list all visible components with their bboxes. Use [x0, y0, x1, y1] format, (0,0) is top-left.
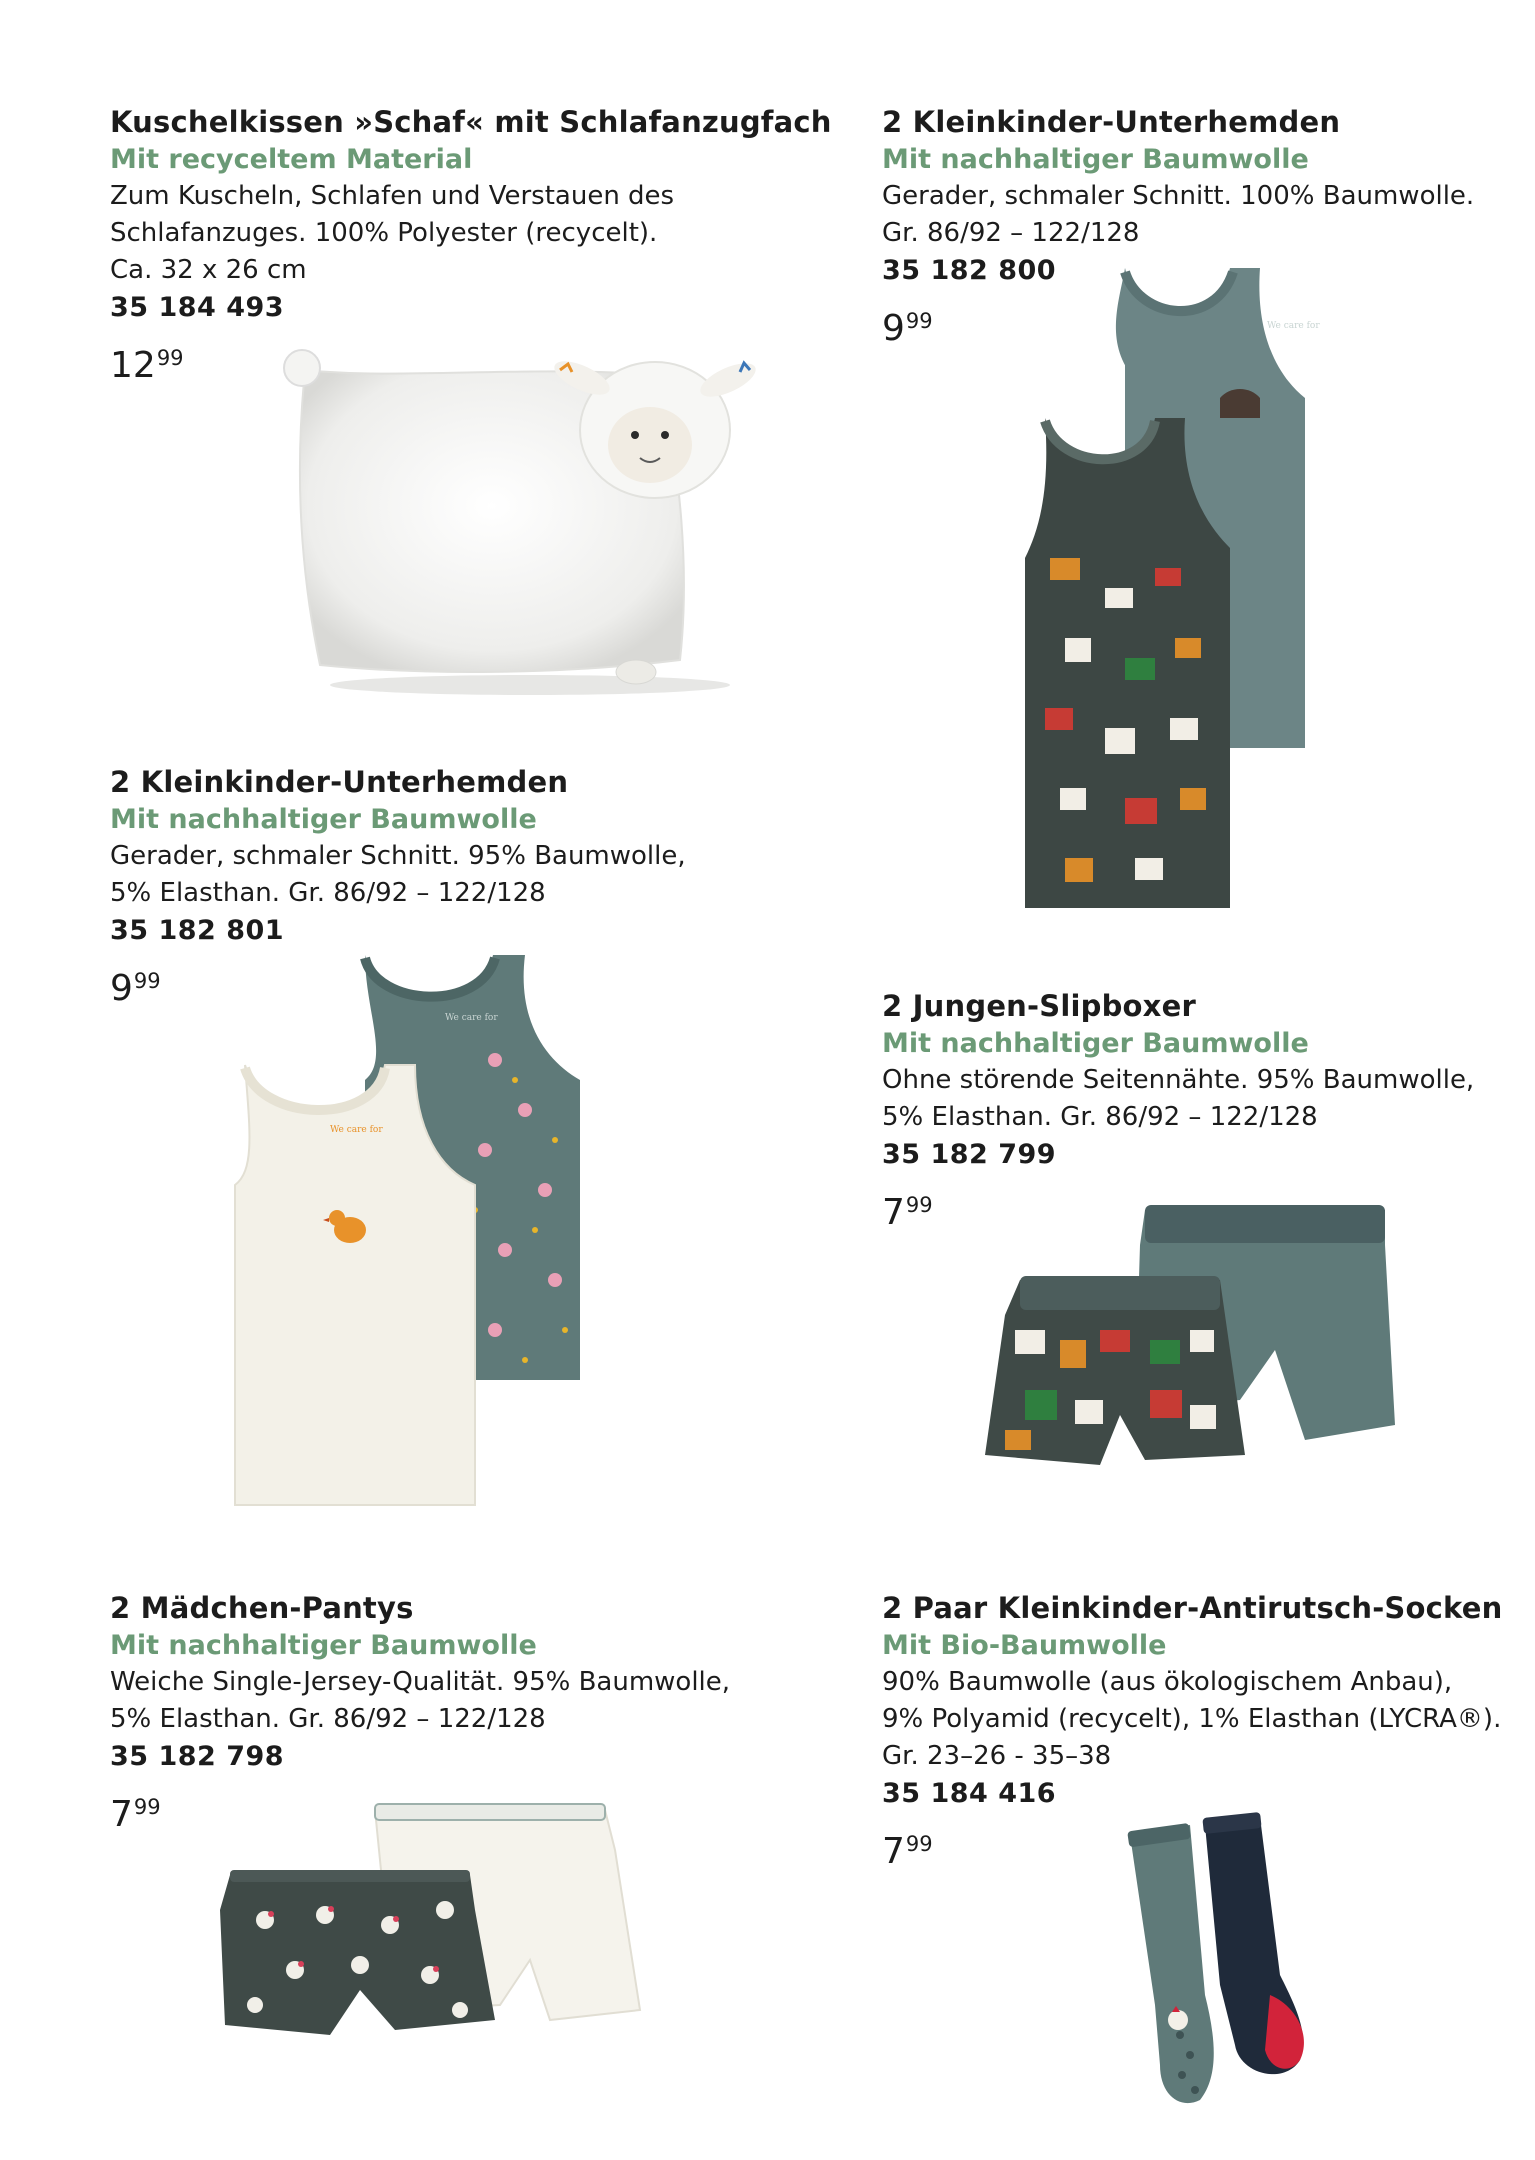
product-boxer-briefs — [882, 988, 1474, 1233]
price: $12^{99}$ — [110, 345, 184, 386]
article-number: 35 182 799 — [882, 1139, 1057, 1170]
product-description: Weiche Single-Jersey-Qualität. 95% Baumwolle, 5% Elasthan. Gr. 86/92 – 122/128 — [110, 1667, 731, 1734]
product-description: 90% Baumwolle (aus ökologischem Anbau), 9% Polyamid (recycelt), 1% Elasthan (LYCRA®). Gr. 23–26 - 35–38 — [882, 1667, 1502, 1771]
article-number: 35 184 493 — [110, 292, 285, 323]
article-number: 35 182 798 — [110, 1741, 285, 1772]
chick-undershirts-image — [225, 950, 625, 1520]
price: $9^{99}$ — [110, 968, 161, 1009]
product-girls-panties — [110, 1590, 730, 1835]
product-title: 2 Kleinkinder-Unterhemden — [110, 765, 569, 799]
girls-panties-image — [215, 1800, 655, 2055]
product-title: Kuschelkissen »Schaf« mit Schlafanzugfach — [110, 105, 832, 139]
shirt-logo-text: We care for — [1267, 321, 1320, 331]
product-description: Gerader, schmaler Schnitt. 95% Baumwolle, 5% Elasthan. Gr. 86/92 – 122/128 — [110, 841, 686, 908]
product-subtitle: Mit Bio-Baumwolle — [882, 1630, 1167, 1661]
price: $9^{99}$ — [882, 308, 933, 349]
product-description: Zum Kuscheln, Schlafen und Verstauen des Schlafanzuges. 100% Polyester (recycelt). Ca. 32 x 26 cm — [110, 181, 675, 285]
product-subtitle: Mit nachhaltiger Baumwolle — [110, 1630, 537, 1661]
article-number: 35 182 801 — [110, 915, 285, 946]
price: $7^{99}$ — [882, 1192, 933, 1233]
product-description: Ohne störende Seitennähte. 95% Baumwolle, 5% Elasthan. Gr. 86/92 – 122/128 — [882, 1065, 1475, 1132]
product-title: 2 Paar Kleinkinder-Antirutsch-Socken — [882, 1591, 1503, 1625]
product-description: Gerader, schmaler Schnitt. 100% Baumwolle. Gr. 86/92 – 122/128 — [882, 181, 1475, 248]
sheep-pillow-image — [260, 330, 770, 700]
product-title: 2 Jungen-Slipboxer — [882, 989, 1196, 1023]
antislip-socks-image — [1120, 1805, 1340, 2115]
product-subtitle: Mit recyceltem Material — [110, 144, 473, 175]
price: $7^{99}$ — [882, 1831, 933, 1872]
product-title: 2 Kleinkinder-Unterhemden — [882, 105, 1341, 139]
product-title: 2 Mädchen-Pantys — [110, 1591, 414, 1625]
product-subtitle: Mit nachhaltiger Baumwolle — [110, 804, 537, 835]
boxer-briefs-image — [975, 1200, 1405, 1480]
article-number: 35 182 800 — [882, 255, 1057, 286]
price: $7^{99}$ — [110, 1794, 161, 1835]
product-subtitle: Mit nachhaltiger Baumwolle — [882, 144, 1309, 175]
farm-undershirts-image — [1005, 258, 1425, 918]
svg-text:We care for: We care for — [445, 1013, 498, 1023]
product-subtitle: Mit nachhaltiger Baumwolle — [882, 1028, 1309, 1059]
article-number: 35 184 416 — [882, 1778, 1057, 1809]
svg-text:We care for: We care for — [330, 1125, 383, 1135]
